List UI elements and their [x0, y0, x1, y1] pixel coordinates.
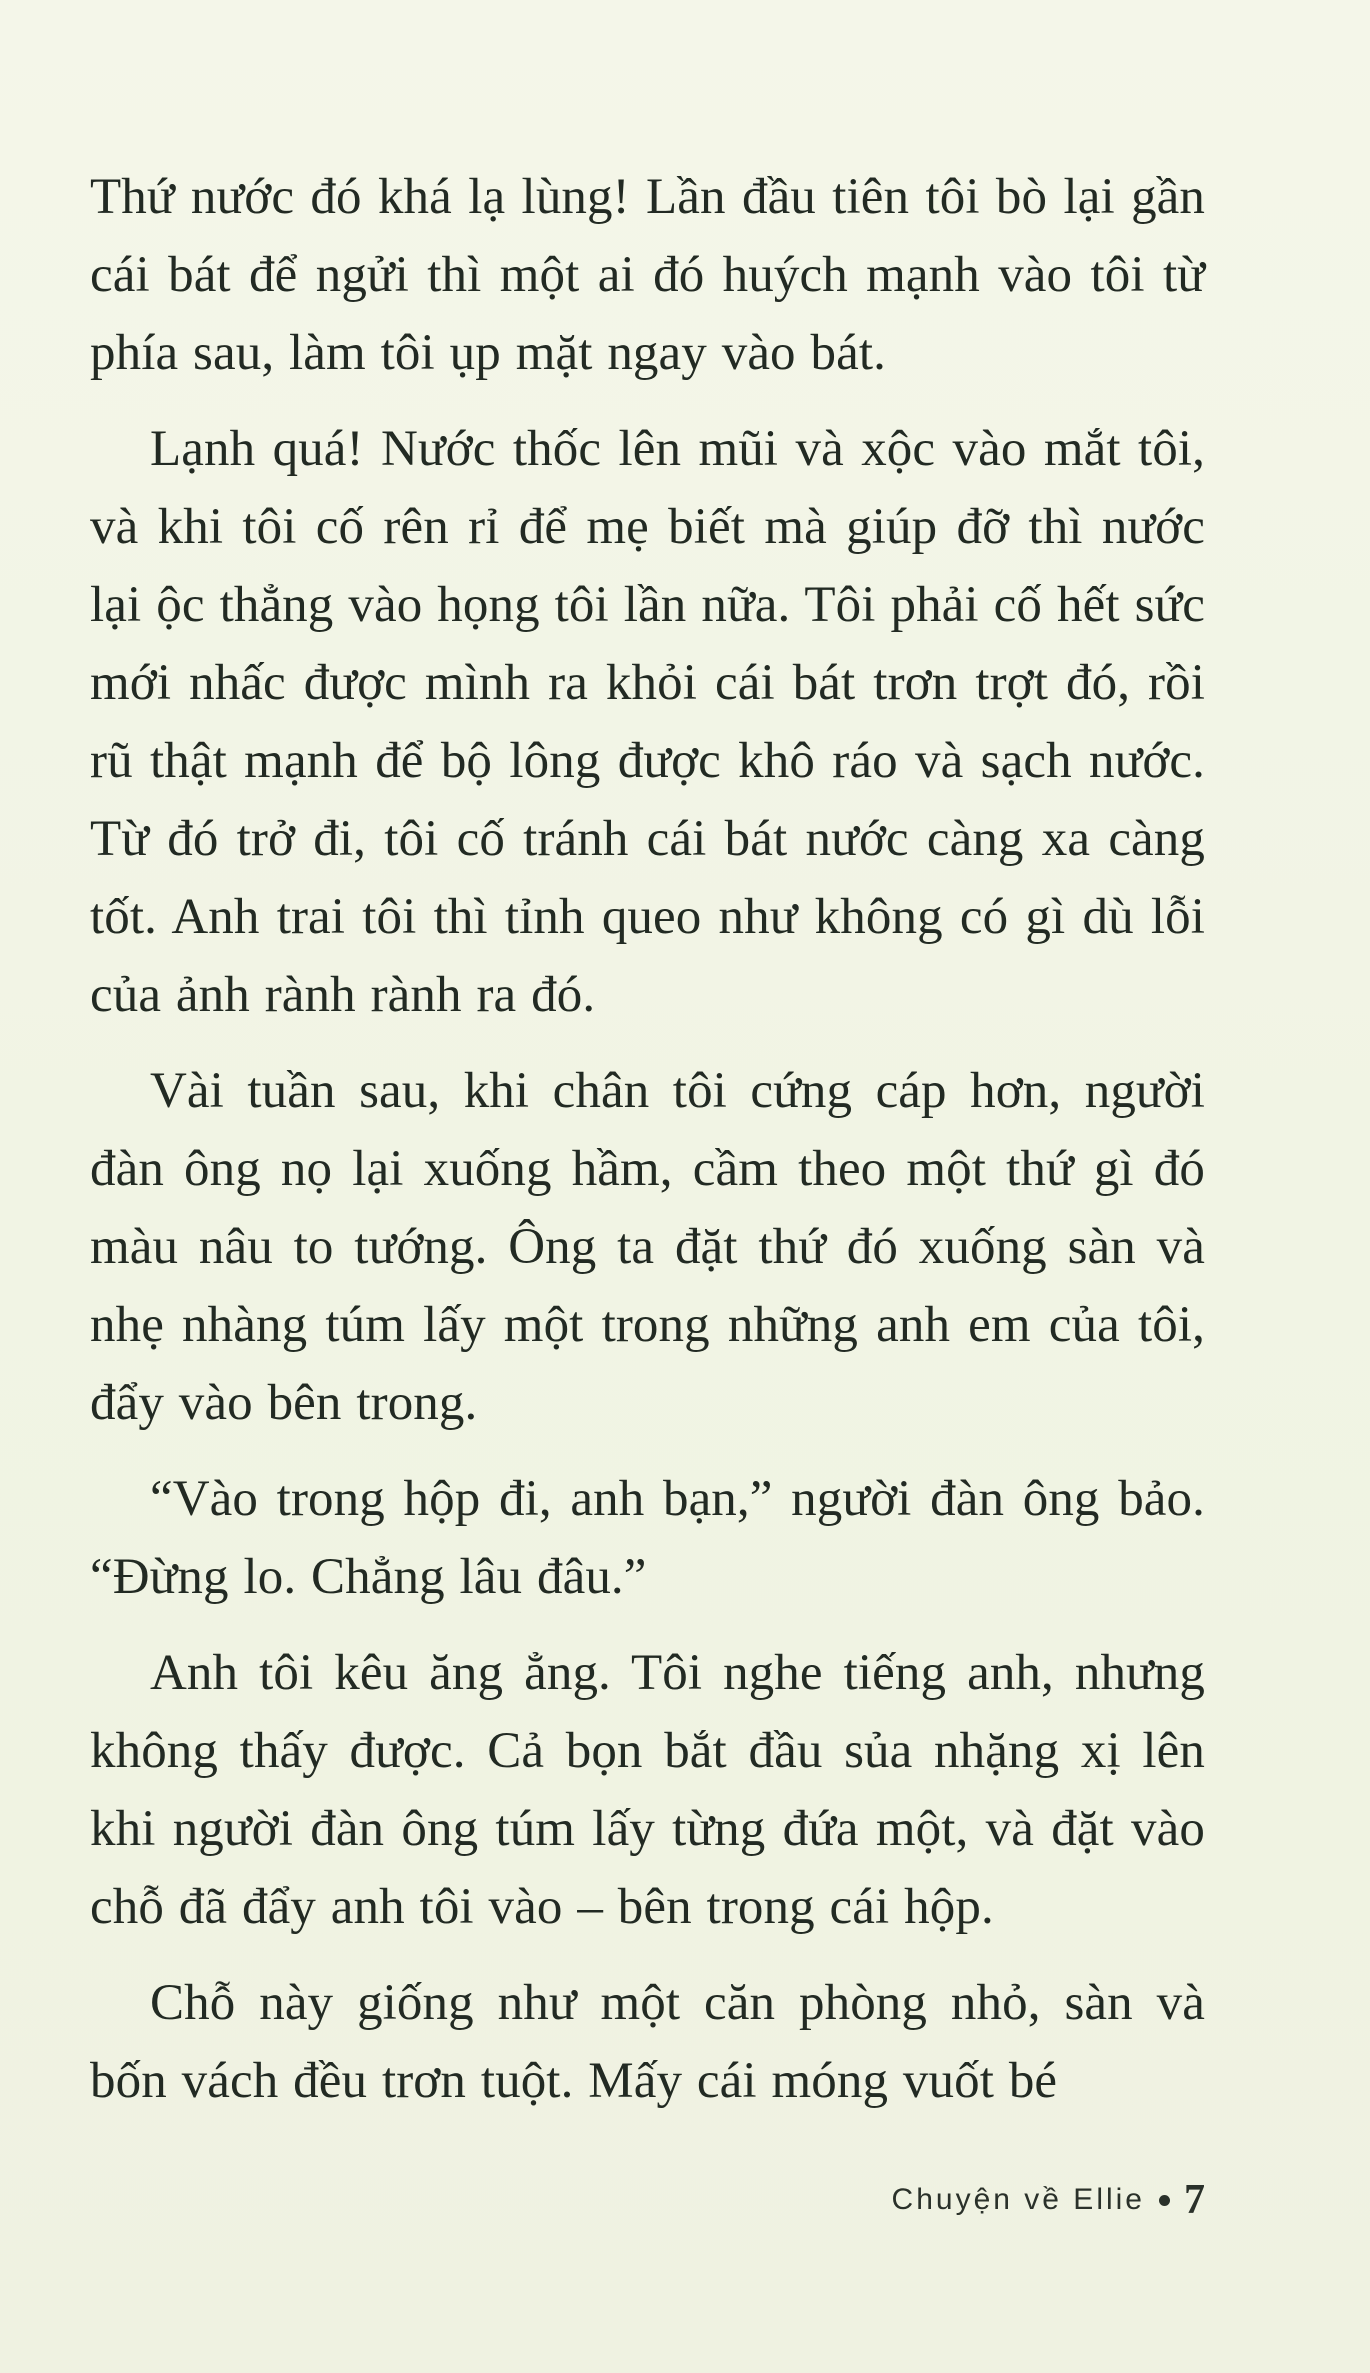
paragraph-4: “Vào trong hộp đi, anh bạn,” người đàn ông bảo. “Đừng lo. Chẳng lâu đâu.” — [90, 1471, 1205, 1605]
bullet-separator — [1159, 2195, 1170, 2206]
body-text — [90, 158, 1205, 2138]
page-number: 7 — [1184, 2177, 1205, 2223]
paragraph-6: Chỗ này giống như một căn phòng nhỏ, sàn và bốn vách đều trơn tuột. Mấy cái móng vuốt bé — [90, 1975, 1205, 2109]
page-footer — [855, 2175, 1205, 2225]
paragraph-2: Lạnh quá! Nước thốc lên mũi và xộc vào mắt tôi, và khi tôi cố rên rỉ để mẹ biết mà giúp đỡ thì nước lại ộc thẳng vào họng tôi lần nữa. Tôi phải cố hết sức mới nhấc được mình ra khỏi cái bát trơn trợt đó, rồi rũ thật mạnh để bộ lông được khô ráo và sạch nước. Từ đó trở đi, tôi cố tránh cái bát nước càng xa càng tốt. Anh trai tôi thì tỉnh queo như không có gì dù lỗi của ảnh rành rành ra đó. — [90, 421, 1205, 1023]
paragraph-1: Thứ nước đó khá lạ lùng! Lần đầu tiên tôi bò lại gần cái bát để ngửi thì một ai đó huých mạnh vào tôi từ phía sau, làm tôi ụp mặt ngay vào bát. — [90, 169, 1205, 381]
paragraph-5: Anh tôi kêu ăng ẳng. Tôi nghe tiếng anh, nhưng không thấy được. Cả bọn bắt đầu sủa nhặng xị lên khi người đàn ông túm lấy từng đứa một, và đặt vào chỗ đã đẩy anh tôi vào – bên trong cái hộp. — [90, 1645, 1205, 1935]
running-title: Chuyện về Ellie — [891, 2183, 1145, 2216]
paragraph-3: Vài tuần sau, khi chân tôi cứng cáp hơn, người đàn ông nọ lại xuống hầm, cầm theo một thứ gì đó màu nâu to tướng. Ông ta đặt thứ đó xuống sàn và nhẹ nhàng túm lấy một trong những anh em của tôi, đẩy vào bên trong. — [90, 1063, 1205, 1431]
